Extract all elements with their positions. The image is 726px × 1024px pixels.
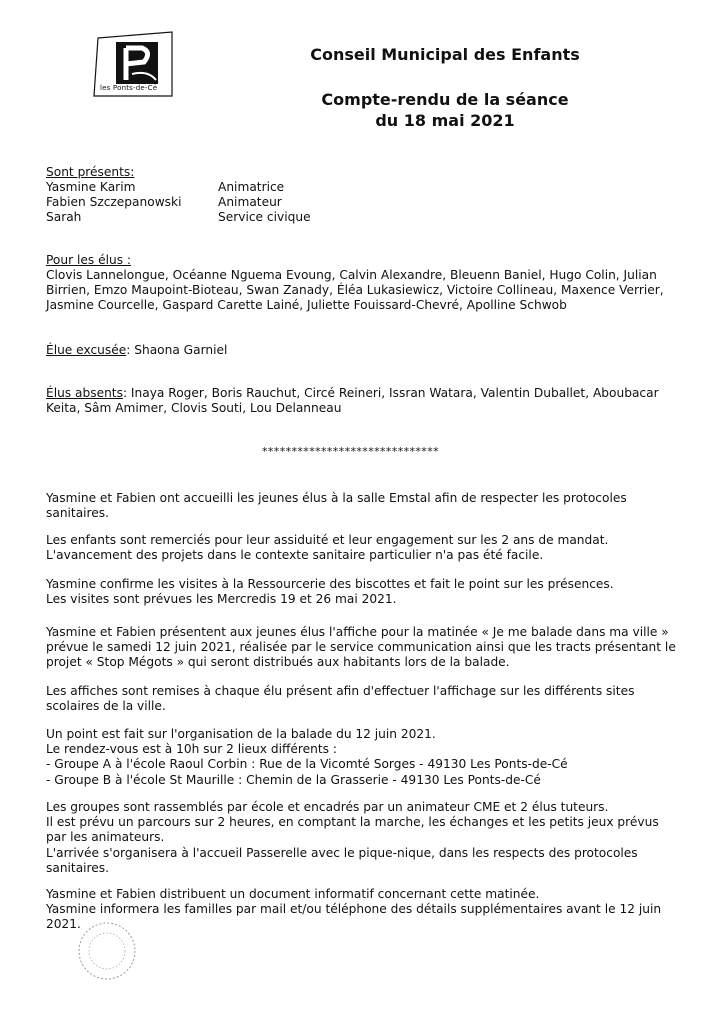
paragraph-line: Les visites sont prévues les Mercredis 19 et 26 mai 2021. [46, 592, 397, 607]
elus-heading: Pour les élus : [46, 253, 132, 267]
paragraph-line: Les groupes sont rassemblés par école et encadrés par un animateur CME et 2 élus tuteurs. [46, 800, 609, 814]
elus-list [46, 268, 706, 314]
paragraph-line: Il est prévu un parcours sur 2 heures, en comptant la marche, les échanges et les petits jeux prévus [46, 815, 659, 830]
paragraph [46, 800, 706, 876]
presents-role: Animatrice [218, 180, 285, 194]
paragraph-line: 2021. [46, 917, 81, 932]
absents-label: Élus absents [46, 386, 123, 400]
paragraph-line: par les animateurs. [46, 830, 165, 845]
absents-line-1 [46, 386, 706, 401]
paragraph-line: L'avancement des projets dans le contexte sanitaire particulier n'a pas été facile. [46, 548, 544, 563]
elus-line: Birrien, Emzo Maupoint-Bioteau, Swan Zanady, Éléa Lukasiewicz, Victoire Collineau, Maxence Verrier, [46, 283, 664, 298]
absents-text: : Inaya Roger, Boris Rauchut, Circé Reineri, Issran Watara, Valentin Duballet, Aboubacar [122, 386, 659, 400]
paragraph [46, 684, 686, 714]
paragraph-line: projet « Stop Mégots » qui seront distribués aux habitants lors de la balade. [46, 655, 510, 670]
paragraph [46, 577, 686, 607]
subtitle-line-1: Compte-rendu de la séance [321, 90, 569, 109]
paragraph-line: Yasmine confirme les visites à la Ressourcerie des biscottes et fait le point sur les présences. [46, 577, 614, 591]
excusee-label: Élue excusée [46, 343, 127, 357]
paragraph-line: prévue le samedi 12 juin 2021, réalisée par le service communication ainsi que les tracts présentant le [46, 640, 676, 655]
paragraph [46, 625, 706, 671]
paragraph-line: Le rendez-vous est à 10h sur 2 lieux différents : [46, 742, 337, 757]
paragraph-line: - Groupe B à l'école St Maurille : Chemin de la Grasserie - 49130 Les Ponts-de-Cé [46, 772, 541, 787]
paragraph [46, 887, 706, 933]
excusee-text: : Shaona Garniel [126, 343, 228, 357]
paragraph-line: Yasmine informera les familles par mail et/ou téléphone des détails supplémentaires avant le 12 juin [46, 902, 662, 917]
official-stamp [76, 920, 138, 982]
paragraph-line: Yasmine et Fabien présentent aux jeunes élus l'affiche pour la matinée « Je me balade dans ma ville » [46, 625, 669, 639]
paragraph [46, 727, 686, 788]
paragraph [46, 491, 686, 521]
absents-line-2: Keita, Sâm Amimer, Clovis Souti, Lou Delanneau [46, 401, 342, 416]
presents-role: Animateur [218, 195, 282, 209]
separator-stars: ****************************** [262, 445, 439, 458]
presents-row [46, 210, 311, 225]
paragraph-line: Yasmine et Fabien distribuent un document informatif concernant cette matinée. [46, 887, 540, 901]
elus-line: Jasmine Courcelle, Gaspard Carette Lainé, Juliette Fouissard-Chevré, Apolline Schwob [46, 298, 567, 313]
paragraph-line: Les enfants sont remerciés pour leur assiduité et leur engagement sur les 2 ans de mandat. [46, 533, 609, 547]
paragraph-line: Yasmine et Fabien ont accueilli les jeunes élus à la salle Emstal afin de respecter les protocoles [46, 491, 627, 505]
paragraph-line: sanitaires. [46, 506, 110, 521]
elus-line: Clovis Lannelongue, Océanne Nguema Evoung, Calvin Alexandre, Bleuenn Baniel, Hugo Colin, Julian [46, 268, 657, 282]
presents-row [46, 195, 282, 210]
document-subtitle [280, 89, 610, 131]
paragraph [46, 533, 686, 563]
presents-name: Sarah [46, 210, 82, 224]
paragraph-line: sanitaires. [46, 860, 110, 875]
paragraph-line: scolaires de la ville. [46, 699, 166, 714]
presents-name: Yasmine Karim [46, 180, 136, 194]
paragraph-line: Un point est fait sur l'organisation de la balade du 12 juin 2021. [46, 727, 436, 741]
presents-row [46, 180, 284, 195]
excusee-line [46, 343, 686, 358]
paragraph-line: - Groupe A à l'école Raoul Corbin : Rue de la Vicomté Sorges - 49130 Les Ponts-de-Cé [46, 757, 568, 772]
presents-heading: Sont présents: [46, 165, 135, 179]
logo-caption: les Ponts-de-Cé [100, 84, 158, 92]
absents-block [46, 386, 706, 416]
document-title: Conseil Municipal des Enfants [310, 45, 580, 64]
paragraph-line: L'arrivée s'organisera à l'accueil Passerelle avec le pique-nique, dans les respects des protocoles [46, 845, 638, 860]
subtitle-line-2: du 18 mai 2021 [375, 111, 515, 130]
presents-role: Service civique [218, 210, 311, 224]
paragraph-line: Les affiches sont remises à chaque élu présent afin d'effectuer l'affichage sur les différents sites [46, 684, 635, 698]
presents-name: Fabien Szczepanowski [46, 195, 182, 209]
